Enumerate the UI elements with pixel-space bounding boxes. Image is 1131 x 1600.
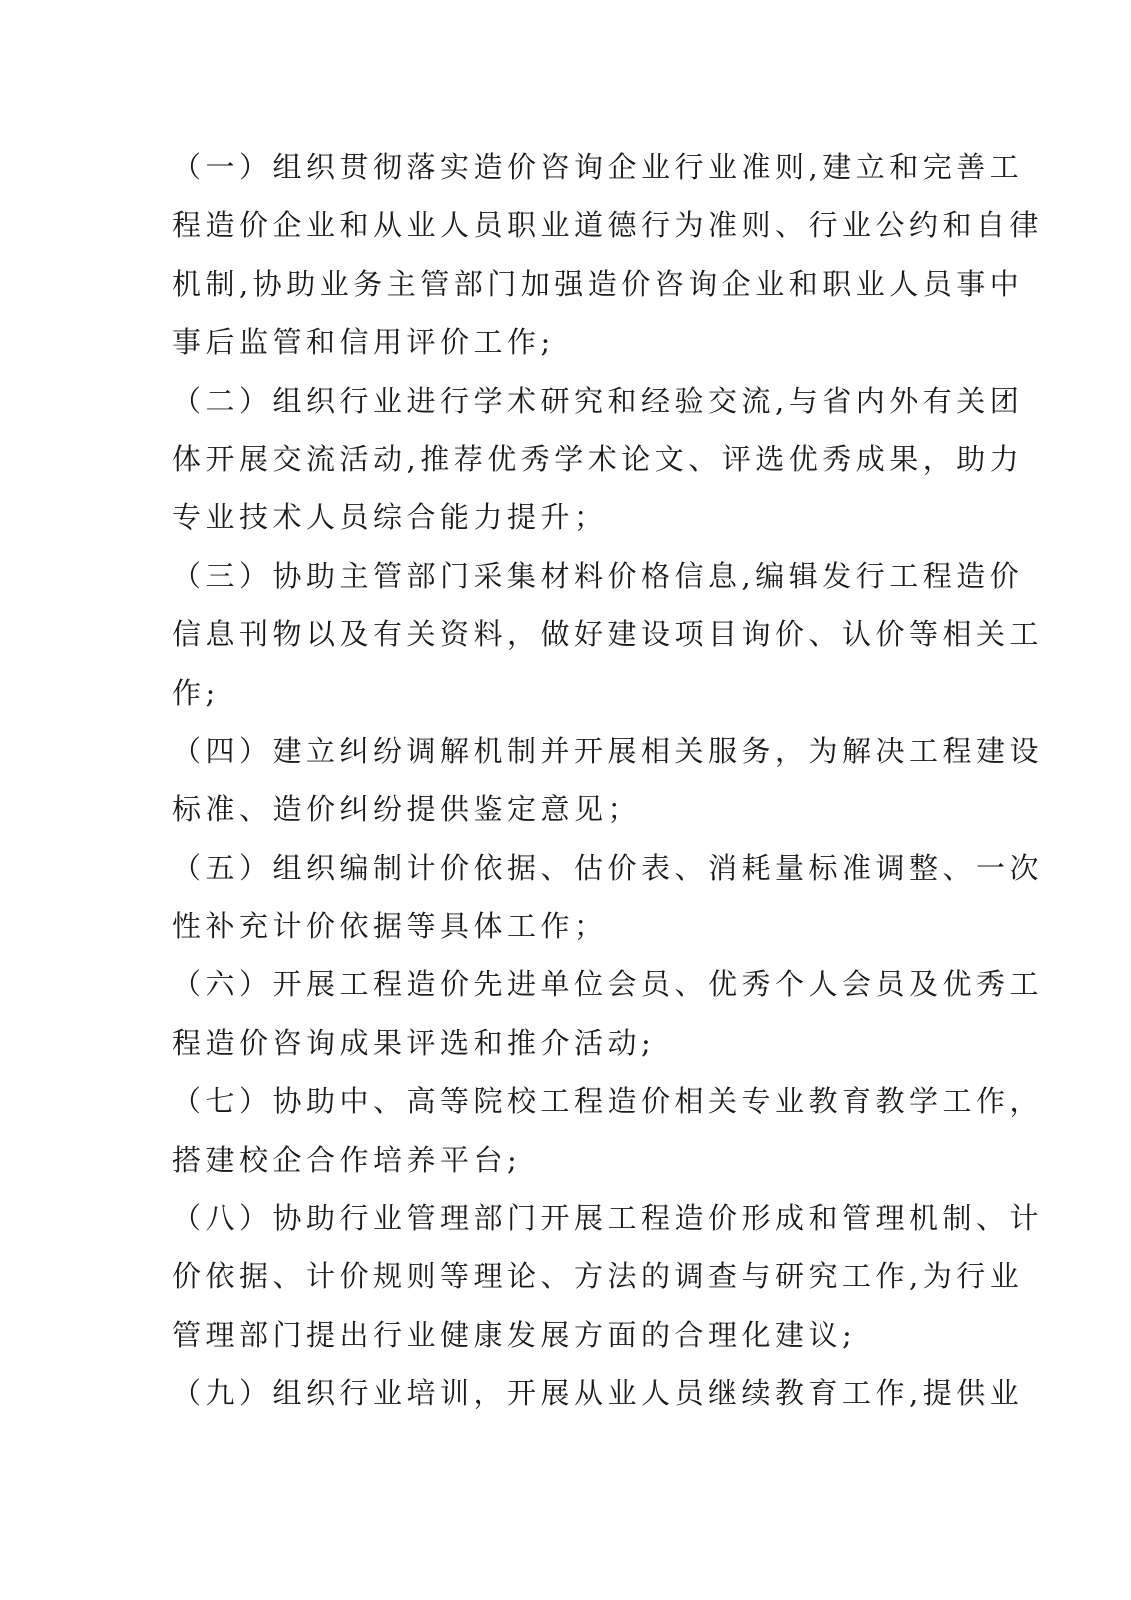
text-line: 程造价企业和从业人员职业道德行为准则、行业公约和自律 [172, 208, 1044, 243]
text-line: 信息刊物以及有关资料，做好建设项目询价、认价等相关工 [172, 617, 1044, 652]
text-line: （二）组织行业进行学术研究和经验交流,与省内外有关团 [172, 383, 1024, 418]
text-line: 搭建校企合作培养平台; [172, 1142, 522, 1177]
body-text [172, 138, 1044, 1423]
text-line: （九）组织行业培训，开展从业人员继续教育工作,提供业 [172, 1376, 1024, 1411]
text-line: （一）组织贯彻落实造价咨询企业行业准则,建立和完善工 [172, 150, 1024, 184]
text-line: 机制,协助业务主管部门加强造价咨询企业和职业人员事中 [172, 266, 1024, 301]
text-line: （五）组织编制计价依据、估价表、消耗量标准调整、一次 [172, 850, 1044, 885]
text-line: 程造价咨询成果评选和推介活动; [172, 1025, 656, 1060]
text-line: 性补充计价依据等具体工作； [172, 909, 608, 944]
text-line: （三）协助主管部门采集材料价格信息,编辑发行工程造价 [172, 558, 1024, 593]
text-line: 事后监管和信用评价工作; [172, 325, 555, 360]
text-line: （六）开展工程造价先进单位会员、优秀个人会员及优秀工 [172, 967, 1044, 1002]
text-line: 管理部门提出行业健康发展方面的合理化建议; [172, 1317, 857, 1352]
text-line: （八）协助行业管理部门开展工程造价形成和管理机制、计 [172, 1201, 1044, 1236]
text-line: 专业技术人员综合能力提升； [172, 500, 608, 535]
text-line: （七）协助中、高等院校工程造价相关专业教育教学工作， [172, 1084, 1044, 1119]
text-line: 标准、造价纠纷提供鉴定意见； [172, 792, 642, 827]
text-line: （四）建立纠纷调解机制并开展相关服务，为解决工程建设 [172, 733, 1044, 768]
text-line: 价依据、计价规则等理论、方法的调查与研究工作,为行业 [172, 1259, 1024, 1294]
text-line: 作; [172, 675, 220, 710]
text-line: 体开展交流活动,推荐优秀学术论文、评选优秀成果，助力 [172, 441, 1024, 476]
